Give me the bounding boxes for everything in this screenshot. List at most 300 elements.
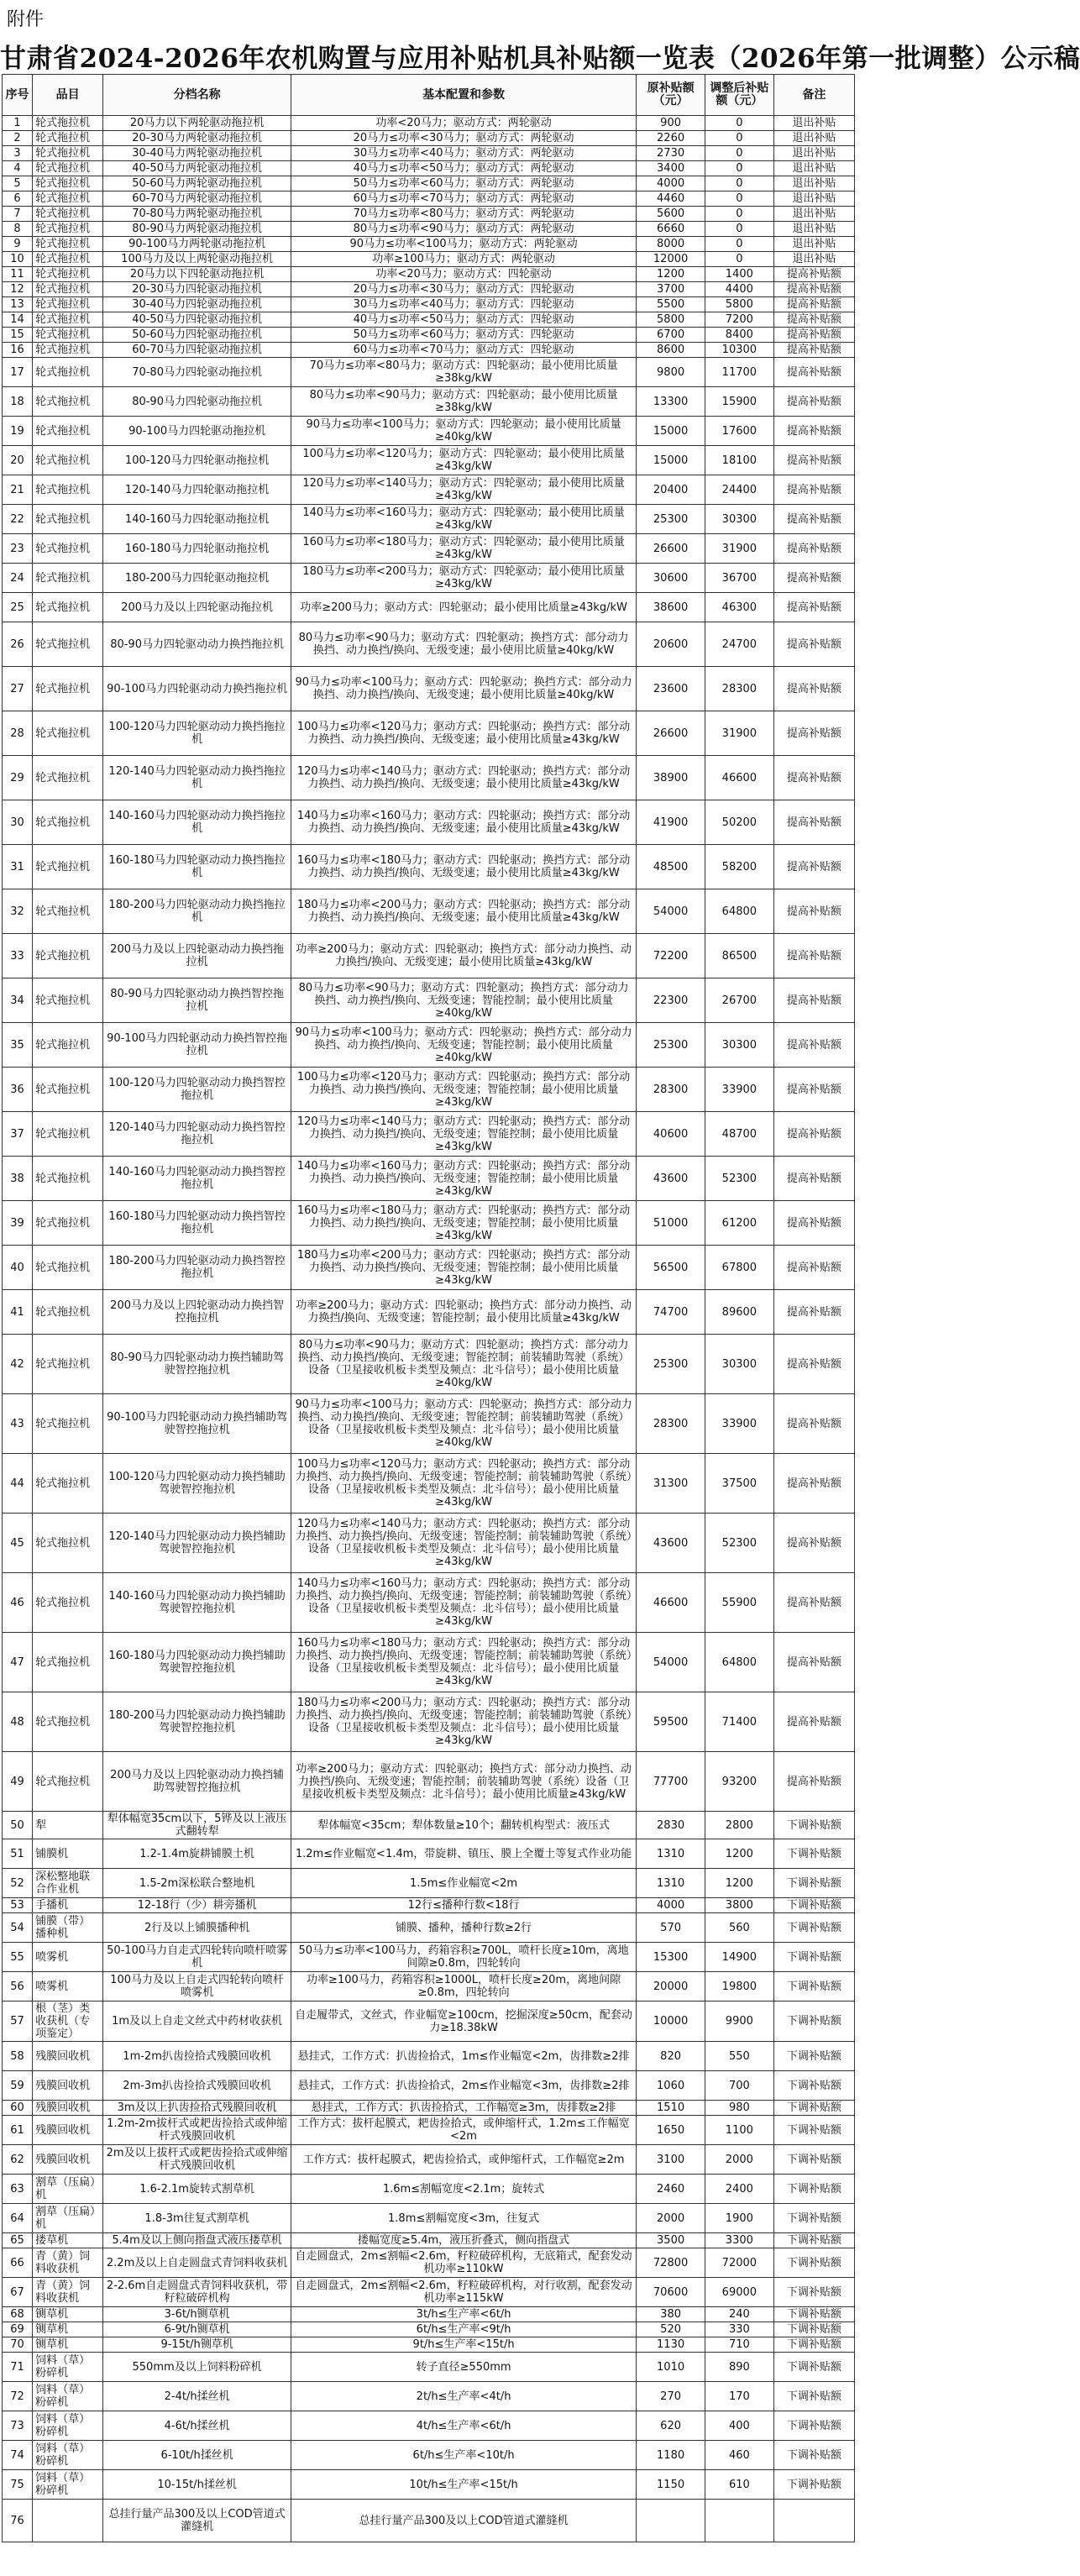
cell-class: 犁体幅宽35cm以下，5铧及以上液压式翻转犁 <box>103 1812 291 1839</box>
table-row <box>3 845 855 889</box>
table-row <box>3 417 855 446</box>
cell-orig-amount: 15000 <box>637 446 705 475</box>
cell-note: 下调补贴额 <box>773 2382 854 2411</box>
cell-class: 550mm及以上饲料粉碎机 <box>103 2353 291 2382</box>
cell-spec: 功率≥200马力；驱动方式：四轮驱动；换挡方式：部分动力换挡、动力换挡/换向、无级变速；智能控制；最小使用比质量≥43kg/kW <box>291 1290 636 1335</box>
table-row <box>3 1692 855 1752</box>
cell-spec: 工作方式：拔杆起膜式，耙齿捡拾式，或伸缩杆式，1.2m≤工作幅宽<2m <box>291 2116 636 2145</box>
cell-item: 喷雾机 <box>33 1972 103 2002</box>
cell-no: 65 <box>3 2233 33 2248</box>
cell-note: 提高补贴额 <box>773 387 854 417</box>
cell-note: 提高补贴额 <box>773 1023 854 1068</box>
cell-item: 轮式拖拉机 <box>33 1157 103 1201</box>
cell-no: 9 <box>3 237 33 252</box>
cell-class: 20马力以下两轮驱动拖拉机 <box>103 116 291 131</box>
cell-no: 54 <box>3 1913 33 1943</box>
table-row <box>3 191 855 207</box>
cell-class: 90-100马力四轮驱动动力换挡辅助驾驶智控拖拉机 <box>103 1394 291 1454</box>
cell-spec: 搂幅宽度≥5.4m，液压折叠式，侧向指盘式 <box>291 2233 636 2248</box>
cell-class: 90-100马力四轮驱动拖拉机 <box>103 417 291 446</box>
cell-no: 16 <box>3 343 33 358</box>
cell-item: 轮式拖拉机 <box>33 358 103 387</box>
table-row <box>3 446 855 475</box>
cell-no: 36 <box>3 1068 33 1112</box>
cell-new-amount: 330 <box>705 2322 773 2337</box>
cell-new-amount: 3300 <box>705 2233 773 2248</box>
table-row <box>3 267 855 282</box>
cell-orig-amount: 1310 <box>637 1839 705 1869</box>
cell-new-amount: 71400 <box>705 1692 773 1752</box>
cell-class: 60-70马力四轮驱动拖拉机 <box>103 343 291 358</box>
cell-note: 下调补贴额 <box>773 1869 854 1898</box>
cell-spec: 3t/h≤生产率<6t/h <box>291 2307 636 2322</box>
cell-item: 轮式拖拉机 <box>33 711 103 756</box>
cell-no: 22 <box>3 505 33 534</box>
cell-orig-amount: 23600 <box>637 667 705 711</box>
cell-class: 1.8-3m往复式割草机 <box>103 2204 291 2233</box>
cell-orig-amount: 1200 <box>637 267 705 282</box>
cell-note: 提高补贴额 <box>773 978 854 1023</box>
cell-no: 46 <box>3 1573 33 1633</box>
table-row <box>3 176 855 191</box>
cell-no: 40 <box>3 1246 33 1290</box>
cell-item: 饲料（草）粉碎机 <box>33 2441 103 2470</box>
attachment-label: 附件 <box>7 9 45 30</box>
cell-note: 提高补贴额 <box>773 622 854 667</box>
table-row <box>3 667 855 711</box>
cell-orig-amount: 30600 <box>637 564 705 593</box>
cell-new-amount: 17600 <box>705 417 773 446</box>
cell-item: 轮式拖拉机 <box>33 978 103 1023</box>
cell-note: 提高补贴额 <box>773 343 854 358</box>
cell-spec: 100马力≤功率<120马力；驱动方式：四轮驱动；换挡方式：部分动力换挡、动力换挡/换向、无级变速；最小使用比质量≥43kg/kW <box>291 711 636 756</box>
cell-no: 67 <box>3 2278 33 2307</box>
cell-orig-amount: 570 <box>637 1913 705 1943</box>
cell-note: 下调补贴额 <box>773 1839 854 1869</box>
cell-no: 5 <box>3 176 33 191</box>
cell-no: 1 <box>3 116 33 131</box>
cell-item: 铺膜机 <box>33 1839 103 1869</box>
table-row <box>3 312 855 328</box>
cell-new-amount: 2000 <box>705 2145 773 2175</box>
cell-spec: 功率≥100马力；驱动方式：两轮驱动 <box>291 252 636 267</box>
cell-new-amount: 550 <box>705 2042 773 2071</box>
cell-no: 4 <box>3 161 33 176</box>
cell-item: 残膜回收机 <box>33 2042 103 2071</box>
cell-class: 3m及以上扒齿捡拾式残膜回收机 <box>103 2101 291 2116</box>
cell-class: 12-18行（少）耕旁播机 <box>103 1898 291 1913</box>
header-item: 品目 <box>33 75 103 116</box>
cell-item: 轮式拖拉机 <box>33 237 103 252</box>
cell-orig-amount: 1180 <box>637 2441 705 2470</box>
cell-class: 50-100马力自走式四轮转向喷杆喷雾机 <box>103 1943 291 1972</box>
cell-no: 32 <box>3 889 33 934</box>
cell-orig-amount: 3500 <box>637 2233 705 2248</box>
cell-item: 轮式拖拉机 <box>33 475 103 505</box>
cell-item: 轮式拖拉机 <box>33 1752 103 1812</box>
cell-no: 31 <box>3 845 33 889</box>
table-row <box>3 1112 855 1157</box>
table-row <box>3 252 855 267</box>
cell-orig-amount: 28300 <box>637 1394 705 1454</box>
cell-class: 80-90马力四轮驱动拖拉机 <box>103 387 291 417</box>
cell-spec: 转子直径≥550mm <box>291 2353 636 2382</box>
table-row <box>3 1068 855 1112</box>
cell-note: 下调补贴额 <box>773 1812 854 1839</box>
cell-note: 下调补贴额 <box>773 2322 854 2337</box>
table-row <box>3 2337 855 2353</box>
cell-note: 提高补贴额 <box>773 1290 854 1335</box>
cell-spec: 180马力≤功率<200马力；驱动方式：四轮驱动；最小使用比质量≥43kg/kW <box>291 564 636 593</box>
cell-note: 退出补贴 <box>773 222 854 237</box>
cell-new-amount: 400 <box>705 2411 773 2441</box>
cell-orig-amount: 31300 <box>637 1454 705 1514</box>
subsidy-table <box>2 74 855 2542</box>
cell-orig-amount: 820 <box>637 2042 705 2071</box>
cell-no: 37 <box>3 1112 33 1157</box>
cell-item: 轮式拖拉机 <box>33 756 103 800</box>
cell-orig-amount: 4460 <box>637 191 705 207</box>
cell-spec: 70马力≤功率<80马力；驱动方式：两轮驱动 <box>291 207 636 222</box>
cell-spec: 30马力≤功率<40马力；驱动方式：四轮驱动 <box>291 297 636 312</box>
cell-orig-amount: 38600 <box>637 593 705 622</box>
cell-class: 180-200马力四轮驱动拖拉机 <box>103 564 291 593</box>
table-row <box>3 2145 855 2175</box>
cell-class: 80-90马力四轮驱动动力换挡辅助驾驶智控拖拉机 <box>103 1335 291 1394</box>
cell-note: 提高补贴额 <box>773 845 854 889</box>
cell-item: 手播机 <box>33 1898 103 1913</box>
cell-class: 1.2m-2m拔杆式或耙齿捡拾式或伸缩杆式残膜回收机 <box>103 2116 291 2145</box>
cell-orig-amount: 20000 <box>637 1972 705 2002</box>
cell-item: 轮式拖拉机 <box>33 1633 103 1692</box>
cell-new-amount: 33900 <box>705 1068 773 1112</box>
cell-orig-amount: 900 <box>637 116 705 131</box>
cell-class: 100-120马力四轮驱动拖拉机 <box>103 446 291 475</box>
cell-spec: 自走圆盘式，2m≤割幅<2.6m，籽粒破碎机构，对行收割，配套发动机功率≥115kW <box>291 2278 636 2307</box>
cell-no: 47 <box>3 1633 33 1692</box>
cell-orig-amount: 72800 <box>637 2248 705 2278</box>
cell-spec: 160马力≤功率<180马力；驱动方式：四轮驱动；换挡方式：部分动力换挡、动力换挡/换向、无级变速；最小使用比质量≥43kg/kW <box>291 845 636 889</box>
cell-item: 饲料（草）粉碎机 <box>33 2470 103 2500</box>
cell-orig-amount: 74700 <box>637 1290 705 1335</box>
cell-orig-amount: 2830 <box>637 1812 705 1839</box>
cell-new-amount: 0 <box>705 131 773 146</box>
cell-note: 提高补贴额 <box>773 711 854 756</box>
cell-new-amount: 3800 <box>705 1898 773 1913</box>
table-row <box>3 2233 855 2248</box>
cell-class: 100马力及以上两轮驱动拖拉机 <box>103 252 291 267</box>
cell-orig-amount: 20600 <box>637 622 705 667</box>
cell-new-amount: 4400 <box>705 282 773 297</box>
table-row <box>3 2382 855 2411</box>
table-row <box>3 1246 855 1290</box>
cell-class: 30-40马力两轮驱动拖拉机 <box>103 146 291 161</box>
cell-orig-amount: 1310 <box>637 1869 705 1898</box>
cell-item: 轮式拖拉机 <box>33 282 103 297</box>
cell-note: 下调补贴额 <box>773 2002 854 2042</box>
cell-spec: 120马力≤功率<140马力；驱动方式：四轮驱动；换挡方式：部分动力换挡、动力换挡/换向、无级变速；智能控制；前装辅助驾驶（系统）设备（卫星接收机板卡类型及频点：北斗信号）；最小使用比质量≥43kg/kW <box>291 1514 636 1573</box>
table-row <box>3 2116 855 2145</box>
cell-spec: 90马力≤功率<100马力；驱动方式：四轮驱动；换挡方式：部分动力换挡、动力换挡/换向、无级变速；智能控制；最小使用比质量≥40kg/kW <box>291 1023 636 1068</box>
cell-note: 下调补贴额 <box>773 2441 854 2470</box>
cell-class: 200马力及以上四轮驱动动力换挡辅助驾驶智控拖拉机 <box>103 1752 291 1812</box>
cell-spec: 1.6m≤割幅宽度<2.1m；旋转式 <box>291 2175 636 2204</box>
header-new-amount: 调整后补贴额（元） <box>705 75 773 116</box>
table-row <box>3 2441 855 2470</box>
cell-spec: 100马力≤功率<120马力；驱动方式：四轮驱动；换挡方式：部分动力换挡、动力换挡/换向、无级变速；智能控制；最小使用比质量≥43kg/kW <box>291 1068 636 1112</box>
cell-orig-amount: 25300 <box>637 505 705 534</box>
cell-no: 28 <box>3 711 33 756</box>
cell-note: 退出补贴 <box>773 161 854 176</box>
cell-new-amount: 700 <box>705 2071 773 2101</box>
table-row <box>3 2322 855 2337</box>
cell-item: 轮式拖拉机 <box>33 267 103 282</box>
cell-new-amount: 460 <box>705 2441 773 2470</box>
cell-new-amount: 610 <box>705 2470 773 2500</box>
cell-spec: 180马力≤功率<200马力；驱动方式：四轮驱动；换挡方式：部分动力换挡、动力换挡/换向、无级变速；智能控制；最小使用比质量≥43kg/kW <box>291 1246 636 1290</box>
table-row <box>3 343 855 358</box>
cell-item: 轮式拖拉机 <box>33 564 103 593</box>
cell-new-amount: 0 <box>705 237 773 252</box>
header-orig-amount: 原补贴额（元） <box>637 75 705 116</box>
cell-note: 提高补贴额 <box>773 1514 854 1573</box>
header-spec: 基本配置和参数 <box>291 75 636 116</box>
table-row <box>3 1201 855 1246</box>
cell-new-amount: 52300 <box>705 1514 773 1573</box>
table-row <box>3 1573 855 1633</box>
table-row <box>3 328 855 343</box>
cell-note: 提高补贴额 <box>773 1394 854 1454</box>
cell-note: 提高补贴额 <box>773 267 854 282</box>
cell-orig-amount: 1010 <box>637 2353 705 2382</box>
cell-spec: 12行≤播种行数<18行 <box>291 1898 636 1913</box>
cell-orig-amount: 4000 <box>637 176 705 191</box>
cell-item: 轮式拖拉机 <box>33 312 103 328</box>
cell-item: 轮式拖拉机 <box>33 176 103 191</box>
cell-spec: 60马力≤功率<70马力；驱动方式：两轮驱动 <box>291 191 636 207</box>
cell-note: 提高补贴额 <box>773 417 854 446</box>
cell-new-amount: 710 <box>705 2337 773 2353</box>
cell-spec: 自走圆盘式，2m≤割幅<2.6m，籽粒破碎机构，无底箱式，配套发动机功率≥110kW <box>291 2248 636 2278</box>
cell-spec: 40马力≤功率<50马力；驱动方式：四轮驱动 <box>291 312 636 328</box>
cell-orig-amount: 43600 <box>637 1514 705 1573</box>
cell-item: 喷雾机 <box>33 1943 103 1972</box>
cell-new-amount: 1400 <box>705 267 773 282</box>
cell-note: 提高补贴额 <box>773 564 854 593</box>
cell-new-amount: 18100 <box>705 446 773 475</box>
cell-no: 39 <box>3 1201 33 1246</box>
cell-orig-amount: 22300 <box>637 978 705 1023</box>
cell-no: 70 <box>3 2337 33 2353</box>
cell-new-amount: 64800 <box>705 1633 773 1692</box>
cell-new-amount: 2400 <box>705 2175 773 2204</box>
table-row <box>3 1023 855 1068</box>
table-row <box>3 2248 855 2278</box>
cell-orig-amount: 1130 <box>637 2337 705 2353</box>
cell-new-amount: 560 <box>705 1913 773 1943</box>
cell-note: 下调补贴额 <box>773 2337 854 2353</box>
cell-new-amount: 890 <box>705 2353 773 2382</box>
table-row <box>3 2002 855 2042</box>
cell-item: 轮式拖拉机 <box>33 1514 103 1573</box>
cell-orig-amount: 20400 <box>637 475 705 505</box>
cell-spec: 6t/h≤生产率<9t/h <box>291 2322 636 2337</box>
table-row <box>3 1454 855 1514</box>
cell-orig-amount: 1060 <box>637 2071 705 2101</box>
cell-orig-amount: 5800 <box>637 312 705 328</box>
cell-spec: 20马力≤功率<30马力；驱动方式：两轮驱动 <box>291 131 636 146</box>
cell-new-amount: 48700 <box>705 1112 773 1157</box>
cell-item: 残膜回收机 <box>33 2101 103 2116</box>
cell-orig-amount: 26600 <box>637 534 705 564</box>
table-row <box>3 2278 855 2307</box>
cell-orig-amount: 6660 <box>637 222 705 237</box>
table-row <box>3 505 855 534</box>
cell-note: 下调补贴额 <box>773 1898 854 1913</box>
cell-item: 搂草机 <box>33 2233 103 2248</box>
cell-class: 160-180马力四轮驱动动力换挡辅助驾驶智控拖拉机 <box>103 1633 291 1692</box>
cell-note: 提高补贴额 <box>773 1068 854 1112</box>
cell-item: 轮式拖拉机 <box>33 222 103 237</box>
cell-no: 62 <box>3 2145 33 2175</box>
table-row <box>3 131 855 146</box>
cell-no: 7 <box>3 207 33 222</box>
cell-item: 根（茎）类收获机（专项鉴定） <box>33 2002 103 2042</box>
cell-no: 27 <box>3 667 33 711</box>
cell-orig-amount: 59500 <box>637 1692 705 1752</box>
cell-no: 69 <box>3 2322 33 2337</box>
cell-orig-amount: 1150 <box>637 2470 705 2500</box>
cell-new-amount: 11700 <box>705 358 773 387</box>
cell-spec: 总挂行量产品300及以上COD管道式灌缝机 <box>291 2500 636 2542</box>
cell-class: 30-40马力四轮驱动拖拉机 <box>103 297 291 312</box>
cell-spec: 犁体幅宽<35cm；犁体数量≥10个；翻转机构型式：液压式 <box>291 1812 636 1839</box>
cell-new-amount: 5800 <box>705 297 773 312</box>
table-row <box>3 1394 855 1454</box>
cell-new-amount: 1200 <box>705 1869 773 1898</box>
cell-class: 140-160马力四轮驱动动力换挡辅助驾驶智控拖拉机 <box>103 1573 291 1633</box>
table-row <box>3 1335 855 1394</box>
cell-class: 2行及以上铺膜播种机 <box>103 1913 291 1943</box>
cell-spec: 60马力≤功率<70马力；驱动方式：四轮驱动 <box>291 343 636 358</box>
cell-note: 提高补贴额 <box>773 667 854 711</box>
cell-note: 提高补贴额 <box>773 934 854 978</box>
cell-orig-amount: 70600 <box>637 2278 705 2307</box>
cell-spec: 功率≥200马力；驱动方式：四轮驱动；换挡方式：部分动力换挡、动力换挡/换向、无级变速；最小使用比质量≥43kg/kW <box>291 934 636 978</box>
cell-new-amount: 24400 <box>705 475 773 505</box>
cell-orig-amount: 270 <box>637 2382 705 2411</box>
cell-no: 50 <box>3 1812 33 1839</box>
table-row <box>3 2042 855 2071</box>
table-row <box>3 2307 855 2322</box>
table-row <box>3 1898 855 1913</box>
cell-note: 提高补贴额 <box>773 1335 854 1394</box>
cell-new-amount: 1200 <box>705 1839 773 1869</box>
cell-spec: 功率<20马力；驱动方式：四轮驱动 <box>291 267 636 282</box>
cell-spec: 90马力≤功率<100马力；驱动方式：四轮驱动；换挡方式：部分动力换挡、动力换挡/换向、无级变速；最小使用比质量≥40kg/kW <box>291 667 636 711</box>
cell-item: 轮式拖拉机 <box>33 191 103 207</box>
cell-note: 退出补贴 <box>773 237 854 252</box>
cell-orig-amount: 25300 <box>637 1335 705 1394</box>
cell-orig-amount: 3700 <box>637 282 705 297</box>
cell-new-amount: 61200 <box>705 1201 773 1246</box>
cell-note: 提高补贴额 <box>773 1692 854 1752</box>
cell-no: 74 <box>3 2441 33 2470</box>
cell-no: 24 <box>3 564 33 593</box>
table-body <box>3 116 855 2542</box>
table-row <box>3 978 855 1023</box>
cell-class: 3-6t/h铡草机 <box>103 2307 291 2322</box>
cell-note: 下调补贴额 <box>773 1972 854 2002</box>
table-row <box>3 282 855 297</box>
cell-spec: 80马力≤功率<90马力；驱动方式：四轮驱动；换挡方式：部分动力换挡、动力换挡/换向、无级变速；智能控制；最小使用比质量≥40kg/kW <box>291 978 636 1023</box>
cell-no: 14 <box>3 312 33 328</box>
cell-new-amount: 1100 <box>705 2116 773 2145</box>
cell-spec: 160马力≤功率<180马力；驱动方式：四轮驱动；最小使用比质量≥43kg/kW <box>291 534 636 564</box>
table-row <box>3 2500 855 2542</box>
cell-item: 轮式拖拉机 <box>33 343 103 358</box>
cell-no: 52 <box>3 1869 33 1898</box>
cell-item: 轮式拖拉机 <box>33 889 103 934</box>
cell-note: 下调补贴额 <box>773 2470 854 2500</box>
cell-no: 19 <box>3 417 33 446</box>
cell-no: 45 <box>3 1514 33 1573</box>
cell-class: 2m及以上拔杆式或耙齿捡拾式或伸缩杆式残膜回收机 <box>103 2145 291 2175</box>
table-row <box>3 1913 855 1943</box>
cell-class: 80-90马力四轮驱动动力换挡智控拖拉机 <box>103 978 291 1023</box>
cell-no: 41 <box>3 1290 33 1335</box>
cell-orig-amount: 54000 <box>637 889 705 934</box>
cell-class: 140-160马力四轮驱动拖拉机 <box>103 505 291 534</box>
cell-orig-amount: 26600 <box>637 711 705 756</box>
table-row <box>3 1839 855 1869</box>
cell-class: 80-90马力四轮驱动动力换挡拖拉机 <box>103 622 291 667</box>
cell-no: 13 <box>3 297 33 312</box>
cell-no: 60 <box>3 2101 33 2116</box>
cell-class: 1m-2m扒齿捡拾式残膜回收机 <box>103 2042 291 2071</box>
cell-spec: 功率≥100马力，药箱容积≥1000L，喷杆长度≥20m，离地间隙≥0.8m，四轮转向 <box>291 1972 636 2002</box>
table-row <box>3 2470 855 2500</box>
cell-item: 轮式拖拉机 <box>33 417 103 446</box>
table-row <box>3 756 855 800</box>
cell-class: 5.4m及以上侧向指盘式液压搂草机 <box>103 2233 291 2248</box>
cell-new-amount: 24700 <box>705 622 773 667</box>
cell-item: 轮式拖拉机 <box>33 146 103 161</box>
cell-no: 63 <box>3 2175 33 2204</box>
cell-new-amount: 980 <box>705 2101 773 2116</box>
cell-spec: 功率≥200马力；驱动方式：四轮驱动；换挡方式：部分动力换挡、动力换挡/换向、无级变速；智能控制；前装辅助驾驶（系统）设备（卫星接收机板卡类型及频点：北斗信号）；最小使用比质量≥43kg/kW <box>291 1752 636 1812</box>
cell-spec: 100马力≤功率<120马力；驱动方式：四轮驱动；最小使用比质量≥43kg/kW <box>291 446 636 475</box>
cell-class: 6-9t/h铡草机 <box>103 2322 291 2337</box>
cell-class: 6-10t/h揉丝机 <box>103 2441 291 2470</box>
cell-item: 轮式拖拉机 <box>33 1112 103 1157</box>
cell-note: 退出补贴 <box>773 116 854 131</box>
cell-orig-amount: 43600 <box>637 1157 705 1201</box>
cell-spec: 1.5m≤作业幅宽<2m <box>291 1869 636 1898</box>
cell-class: 20-30马力两轮驱动拖拉机 <box>103 131 291 146</box>
table-row <box>3 2204 855 2233</box>
cell-spec: 140马力≤功率<160马力；驱动方式：四轮驱动；换挡方式：部分动力换挡、动力换挡/换向、无级变速；智能控制；前装辅助驾驶（系统）设备（卫星接收机板卡类型及频点：北斗信号）；最小使用比质量≥43kg/kW <box>291 1573 636 1633</box>
cell-orig-amount: 56500 <box>637 1246 705 1290</box>
cell-item: 饲料（草）粉碎机 <box>33 2411 103 2441</box>
cell-class: 90-100马力四轮驱动动力换挡拖拉机 <box>103 667 291 711</box>
cell-class: 100-120马力四轮驱动动力换挡辅助驾驶智控拖拉机 <box>103 1454 291 1514</box>
cell-note: 退出补贴 <box>773 252 854 267</box>
cell-orig-amount: 8600 <box>637 343 705 358</box>
cell-class: 200马力及以上四轮驱动拖拉机 <box>103 593 291 622</box>
cell-new-amount: 8400 <box>705 328 773 343</box>
cell-item: 残膜回收机 <box>33 2145 103 2175</box>
